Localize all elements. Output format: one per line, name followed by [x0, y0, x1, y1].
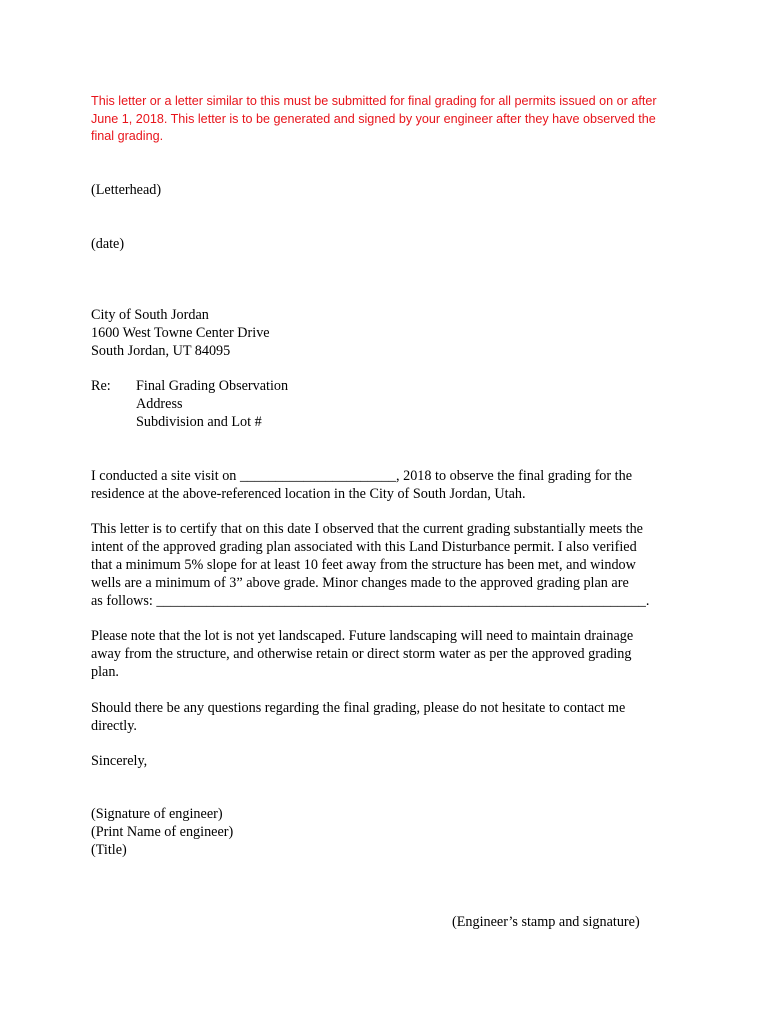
- recipient-name: City of South Jordan: [91, 307, 209, 323]
- paragraph-line: intent of the approved grading plan associated with this Land Disturbance permit. I also verified: [91, 539, 637, 555]
- paragraph-line: plan.: [91, 664, 119, 680]
- re-subject-line: Final Grading Observation: [136, 378, 289, 394]
- paragraph-line: [91, 467, 691, 485]
- paragraph-line: that a minimum 5% slope for at least 10 feet away from the structure has been met, and window: [91, 557, 636, 573]
- date-placeholder: (date): [91, 236, 125, 252]
- closing: Sincerely,: [91, 753, 148, 769]
- recipient-address: [91, 306, 270, 360]
- notice-line: final grading.: [91, 129, 164, 144]
- contact-paragraph: [91, 699, 691, 735]
- signature-block: [91, 805, 233, 859]
- notice-line: June 1, 2018. This letter is to be generated and signed by your engineer after they have observed the: [91, 111, 656, 126]
- re-label: Re:: [91, 378, 111, 394]
- changes-blank: _____________________________________________________________________: [156, 593, 646, 609]
- recipient-city: South Jordan, UT 84095: [91, 343, 231, 359]
- paragraph-line: wells are a minimum of 3” above grade. Minor changes made to the approved grading plan are: [91, 575, 629, 591]
- re-lot-line: Subdivision and Lot #: [136, 414, 262, 430]
- paragraph-line: residence at the above-referenced location in the City of South Jordan, Utah.: [91, 486, 526, 502]
- recipient-street: 1600 West Towne Center Drive: [91, 325, 270, 341]
- landscaping-paragraph: [91, 627, 691, 681]
- re-subject: [136, 377, 288, 431]
- paragraph-text: .: [645, 593, 650, 609]
- title-line: (Title): [91, 842, 127, 858]
- site-visit-paragraph: [91, 467, 691, 503]
- letterhead-placeholder: (Letterhead): [91, 182, 162, 198]
- paragraph-line: directly.: [91, 718, 137, 734]
- re-address-line: Address: [136, 396, 183, 412]
- paragraph-text: I conducted a site visit on: [91, 468, 240, 484]
- signature-line: (Signature of engineer): [91, 806, 223, 822]
- date-blank: ______________________: [239, 468, 396, 484]
- paragraph-text: , 2018 to observe the final grading for the: [396, 468, 632, 484]
- submission-notice: [91, 93, 691, 146]
- paragraph-line: away from the structure, and otherwise retain or direct storm water as per the approved grading: [91, 646, 632, 662]
- engineer-stamp-placeholder: (Engineer’s stamp and signature): [452, 914, 640, 930]
- notice-line: This letter or a letter similar to this must be submitted for final grading for all permits issued on or after: [91, 94, 657, 108]
- paragraph-line: Please note that the lot is not yet landscaped. Future landscaping will need to maintain drainage: [91, 628, 634, 644]
- paragraph-line: This letter is to certify that on this date I observed that the current grading substantially meets the: [91, 521, 643, 537]
- paragraph-line: [91, 592, 691, 610]
- certification-paragraph: [91, 520, 691, 610]
- paragraph-line: Should there be any questions regarding the final grading, please do not hesitate to contact me: [91, 700, 626, 716]
- print-name-line: (Print Name of engineer): [91, 824, 234, 840]
- paragraph-text: as follows:: [91, 593, 157, 609]
